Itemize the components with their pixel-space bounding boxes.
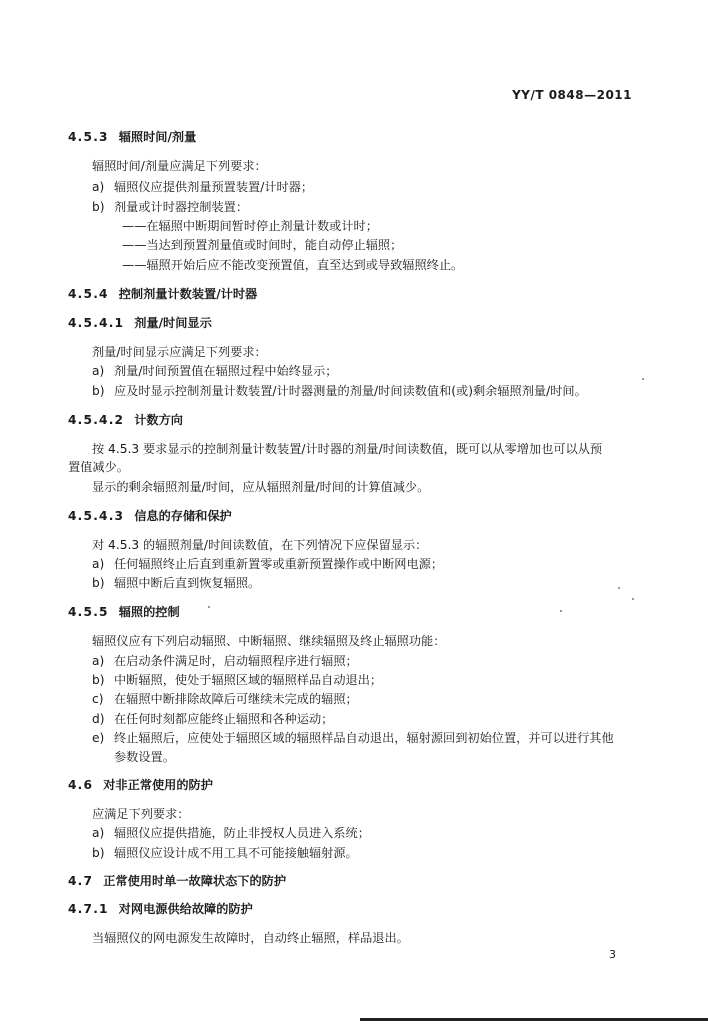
list-item [92,383,587,399]
list-marker: a) [92,180,105,194]
section-title: 辐照时间/剂量 [118,130,197,144]
scan-speck [208,606,210,608]
list-text: 在辐照中断排除故障后可继续未完成的辐照； [114,692,358,706]
list-marker: b) [92,846,105,860]
list-text: 任何辐照终止后直到重新置零或重新预置操作或中断网电源； [114,557,444,571]
list-item [92,845,358,861]
list-marker: b) [92,673,105,687]
list-text: 终止辐照后，应使处于辐照区域的辐照样品自动退出，辐射源回到初始位置，并可以进行其他 [114,731,614,745]
list-marker: a) [92,654,105,668]
list-item [92,711,333,727]
list-marker: a) [92,364,105,378]
scan-speck [632,598,634,600]
list-text: 应及时显示控制剂量计数装置/计时器测量的剂量/时间读数值和(或)剩余辐照剂量/时间。 [114,384,587,398]
scan-speck [618,587,620,589]
dash-item: ——辐照开始后应不能改变预置值，直至达到或导致辐照终止。 [122,258,464,272]
list-marker: d) [92,712,105,726]
list-item [92,556,443,572]
paragraph-line: 按 4.5.3 要求显示的控制剂量计数装置/计时器的剂量/时间读数值，既可以从零增加也可以从预 [92,442,603,456]
paragraph-line: 辐照时间/剂量应满足下列要求： [92,159,267,173]
section-heading-4-5-4-2 [68,412,183,428]
scan-speck [560,610,562,612]
paragraph-line: 辐照仪应有下列启动辐照、中断辐照、继续辐照及终止辐照功能： [92,634,446,648]
list-marker: e) [92,731,105,745]
section-heading-4-7-1 [68,901,253,917]
section-title: 信息的存储和保护 [134,509,232,523]
section-number: 4.5.4.1 [68,316,125,330]
list-text: 辐照中断后直到恢复辐照。 [114,576,261,590]
paragraph-line: 应满足下列要求： [92,807,190,821]
section-number: 4.5.4 [68,287,109,301]
list-marker: b) [92,200,105,214]
list-text: 在启动条件满足时，启动辐照程序进行辐照； [114,654,358,668]
section-number: 4.7.1 [68,902,109,916]
section-title: 计数方向 [134,413,183,427]
section-heading-4-5-5 [68,604,180,620]
list-item-continuation: 参数设置。 [114,750,175,764]
list-text: 辐照仪应设计成不用工具不可能接触辐射源。 [114,846,358,860]
scan-edge-shadow [360,1018,708,1021]
list-text: 在任何时刻都应能终止辐照和各种运动； [114,712,334,726]
list-item [92,730,614,746]
list-marker: b) [92,384,105,398]
section-title: 剂量/时间显示 [134,316,212,330]
list-text: 中断辐照，使处于辐照区域的辐照样品自动退出； [114,673,383,687]
list-marker: a) [92,557,105,571]
list-text: 辐照仪应提供措施，防止非授权人员进入系统； [114,826,370,840]
dash-item: ——当达到预置剂量值或时间时，能自动停止辐照； [122,238,403,252]
section-title: 正常使用时单一故障状态下的防护 [103,874,287,888]
dash-item: ——在辐照中断期间暂时停止剂量计数或计时； [122,219,378,233]
paragraph-line: 显示的剩余辐照剂量/时间，应从辐照剂量/时间的计算值减少。 [92,480,430,494]
list-item [92,363,337,379]
paragraph-line: 置值减少。 [68,460,129,474]
section-number: 4.5.5 [68,605,109,619]
list-marker: c) [92,692,104,706]
section-number: 4.6 [68,778,94,792]
list-text: 剂量/时间预置值在辐照过程中始终显示； [114,364,338,378]
list-item [92,691,358,707]
list-item [92,825,370,841]
section-heading-4-5-3 [68,129,196,145]
section-heading-4-6 [68,777,213,793]
section-number: 4.5.3 [68,130,109,144]
paragraph-line: 剂量/时间显示应满足下列要求： [92,345,267,359]
section-heading-4-5-4-3 [68,508,232,524]
list-text: 剂量或计时器控制装置： [114,200,249,214]
section-heading-4-7 [68,873,286,889]
scan-speck [642,378,644,380]
list-item [92,575,260,591]
list-item [92,179,313,195]
section-heading-4-5-4-1 [68,315,212,331]
list-text: 辐照仪应提供剂量预置装置/计时器； [114,180,314,194]
section-title: 辐照的控制 [118,605,180,619]
section-title: 对非正常使用的防护 [103,778,213,792]
paragraph-line: 对 4.5.3 的辐照剂量/时间读数值，在下列情况下应保留显示： [92,538,428,552]
list-item [92,199,248,215]
list-item [92,672,382,688]
list-item [92,653,358,669]
paragraph-line: 当辐照仪的网电源发生故障时，自动终止辐照，样品退出。 [92,931,409,945]
page-number: 3 [609,948,616,961]
section-title: 对网电源供给故障的防护 [118,902,253,916]
standard-code: YY/T 0848—2011 [512,88,632,102]
list-marker: a) [92,826,105,840]
list-marker: b) [92,576,105,590]
section-number: 4.5.4.2 [68,413,125,427]
section-number: 4.7 [68,874,94,888]
section-heading-4-5-4 [68,286,257,302]
section-title: 控制剂量计数装置/计时器 [118,287,258,301]
section-number: 4.5.4.3 [68,509,125,523]
